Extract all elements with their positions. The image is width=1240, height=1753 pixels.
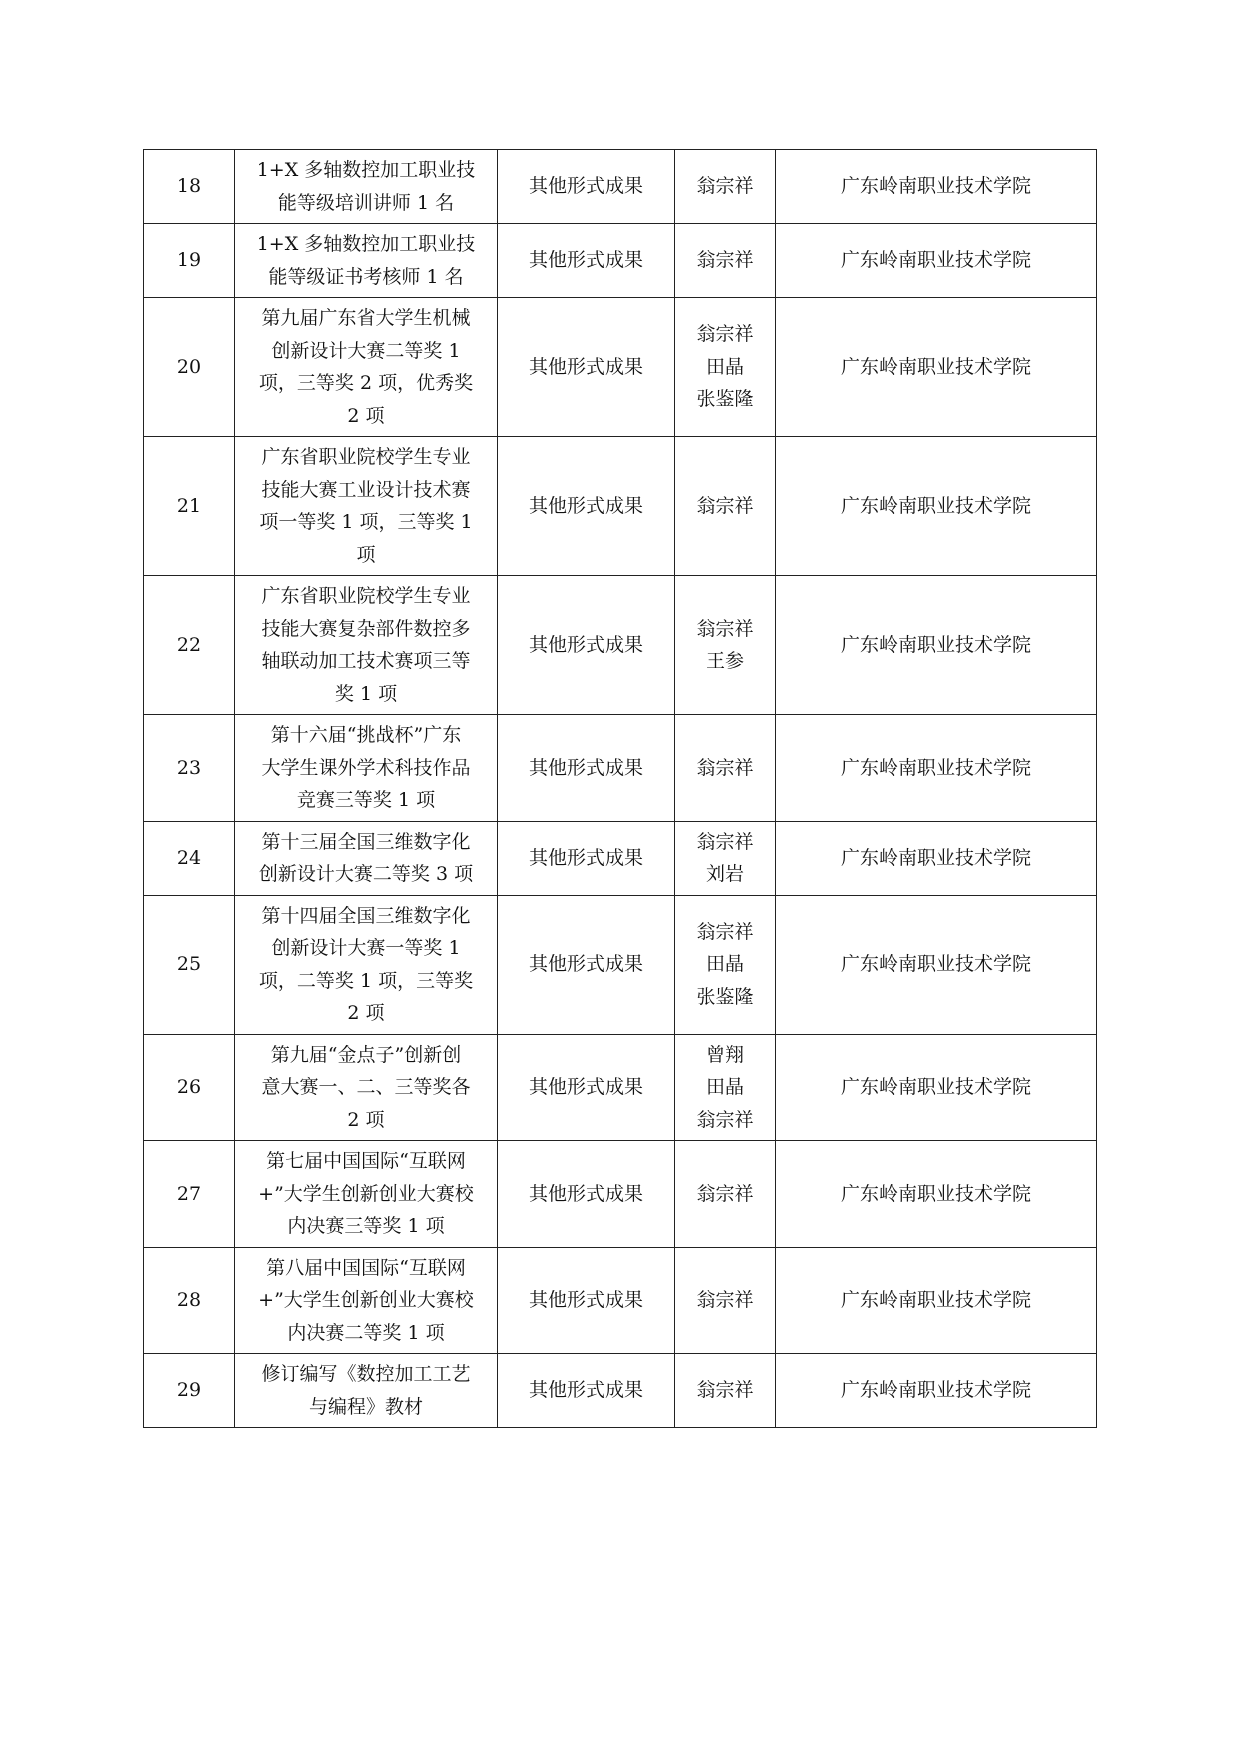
- table-row: [144, 437, 1097, 576]
- achievement-type-cell: 其他形式成果: [498, 576, 675, 715]
- achievement-title-line: 内决赛三等奖 1 项: [287, 1215, 445, 1237]
- people-cell: [675, 576, 776, 715]
- achievement-type-cell: 其他形式成果: [498, 1141, 675, 1248]
- person-name: 翁宗祥: [696, 1108, 754, 1131]
- table-row: [144, 895, 1097, 1034]
- people-cell: [675, 715, 776, 822]
- row-number-cell: 23: [144, 715, 235, 822]
- achievement-title-cell: [235, 437, 498, 576]
- achievement-type-cell: 其他形式成果: [498, 1034, 675, 1141]
- achievement-title-cell: [235, 715, 498, 822]
- organization-cell: 广东岭南职业技术学院: [776, 576, 1097, 715]
- table-row: [144, 576, 1097, 715]
- achievement-title-line: 意大赛一、二、三等奖各: [261, 1076, 471, 1098]
- achievement-title-line: 第九届“金点子”创新创: [270, 1043, 462, 1066]
- achievement-type-cell: 其他形式成果: [498, 150, 675, 224]
- person-name: 翁宗祥: [696, 175, 754, 198]
- person-name: 翁宗祥: [696, 1289, 754, 1311]
- row-number-cell: 19: [144, 224, 235, 298]
- person-name: 翁宗祥: [696, 1182, 754, 1205]
- achievement-title-line: 第十六届“挑战杯”广东: [270, 724, 462, 746]
- people-cell: [675, 437, 776, 576]
- table-row: [144, 224, 1097, 298]
- achievements-table: [143, 149, 1097, 1428]
- row-number-cell: 18: [144, 150, 235, 224]
- achievement-title-line: 第八届中国国际“互联网: [266, 1256, 466, 1279]
- achievement-title-line: 第九届广东省大学生机械: [261, 307, 471, 329]
- person-name: 刘岩: [705, 863, 744, 885]
- achievement-title-line: 奖 1 项: [334, 682, 398, 705]
- person-name: 翁宗祥: [696, 1379, 754, 1402]
- achievement-title-line: 广东省职业院校学生专业: [261, 446, 471, 468]
- achievement-type-cell: 其他形式成果: [498, 298, 675, 437]
- person-name: 翁宗祥: [696, 756, 754, 779]
- people-cell: [675, 1247, 776, 1354]
- row-number-cell: 25: [144, 895, 235, 1034]
- organization-cell: 广东岭南职业技术学院: [776, 1034, 1097, 1141]
- row-number-cell: 24: [144, 821, 235, 895]
- table-row: [144, 715, 1097, 822]
- person-name: 翁宗祥: [696, 617, 754, 640]
- achievement-title-line: 2 项: [347, 1002, 385, 1024]
- achievement-title-line: 创新设计大赛一等奖 1: [271, 937, 461, 959]
- table-row: [144, 1034, 1097, 1141]
- achievement-title-line: 能等级培训讲师 1 名: [277, 191, 455, 214]
- achievement-type-cell: 其他形式成果: [498, 1247, 675, 1354]
- organization-cell: 广东岭南职业技术学院: [776, 1247, 1097, 1354]
- people-cell: [675, 150, 776, 224]
- table-row: [144, 821, 1097, 895]
- person-name: 翁宗祥: [696, 830, 754, 853]
- achievement-title-line: 轴联动加工技术赛项三等: [261, 650, 471, 672]
- people-cell: [675, 1141, 776, 1248]
- achievement-type-cell: 其他形式成果: [498, 895, 675, 1034]
- achievement-type-cell: 其他形式成果: [498, 437, 675, 576]
- organization-cell: 广东岭南职业技术学院: [776, 437, 1097, 576]
- achievement-title-cell: [235, 1354, 498, 1428]
- person-name: 翁宗祥: [696, 920, 754, 943]
- table-row: [144, 1354, 1097, 1428]
- achievement-title-cell: [235, 895, 498, 1034]
- achievement-title-cell: [235, 576, 498, 715]
- organization-cell: 广东岭南职业技术学院: [776, 821, 1097, 895]
- achievement-type-cell: 其他形式成果: [498, 715, 675, 822]
- person-name: 翁宗祥: [696, 494, 754, 517]
- person-name: 翁宗祥: [696, 249, 754, 272]
- achievement-title-line: 内决赛二等奖 1 项: [287, 1321, 445, 1344]
- achievement-title-line: 第十四届全国三维数字化: [261, 904, 471, 927]
- table-row: [144, 1247, 1097, 1354]
- achievement-title-cell: [235, 1034, 498, 1141]
- row-number-cell: 29: [144, 1354, 235, 1428]
- people-cell: [675, 1034, 776, 1141]
- achievement-type-cell: 其他形式成果: [498, 821, 675, 895]
- achievement-title-line: 1+X 多轴数控加工职业技: [256, 159, 476, 181]
- achievement-title-line: 与编程》教材: [308, 1395, 423, 1418]
- achievement-type-cell: 其他形式成果: [498, 224, 675, 298]
- person-name: 张鉴隆: [696, 388, 754, 411]
- row-number-cell: 21: [144, 437, 235, 576]
- achievement-title-line: 项一等奖 1 项，三等奖 1: [259, 511, 473, 533]
- achievement-title-line: 修订编写《数控加工工艺: [261, 1363, 471, 1385]
- achievement-title-cell: [235, 224, 498, 298]
- achievement-title-line: 第十三届全国三维数字化: [261, 830, 471, 853]
- people-cell: [675, 821, 776, 895]
- person-name: 王参: [705, 650, 744, 672]
- achievement-title-line: 创新设计大赛二等奖 1: [271, 339, 461, 362]
- achievement-title-cell: [235, 298, 498, 437]
- achievement-title-line: +”大学生创新创业大赛校: [258, 1182, 474, 1205]
- person-name: 田晶: [705, 355, 744, 378]
- achievement-title-line: 竞赛三等奖 1 项: [296, 789, 436, 811]
- organization-cell: 广东岭南职业技术学院: [776, 298, 1097, 437]
- achievement-title-line: 项: [356, 543, 376, 566]
- achievement-title-cell: [235, 150, 498, 224]
- row-number-cell: 28: [144, 1247, 235, 1354]
- table-body: [144, 150, 1097, 1428]
- achievement-title-cell: [235, 1141, 498, 1248]
- organization-cell: 广东岭南职业技术学院: [776, 224, 1097, 298]
- organization-cell: 广东岭南职业技术学院: [776, 895, 1097, 1034]
- achievement-title-line: 技能大赛复杂部件数控多: [261, 617, 471, 640]
- achievement-title-line: 项，二等奖 1 项，三等奖: [258, 969, 474, 992]
- achievement-title-line: 广东省职业院校学生专业: [261, 585, 471, 607]
- row-number-cell: 20: [144, 298, 235, 437]
- achievement-type-cell: 其他形式成果: [498, 1354, 675, 1428]
- person-name: 张鉴隆: [696, 985, 754, 1008]
- person-name: 田晶: [705, 1076, 744, 1098]
- achievement-title-line: 第七届中国国际“互联网: [266, 1150, 466, 1172]
- person-name: 曾翔: [705, 1043, 744, 1066]
- achievement-title-line: 1+X 多轴数控加工职业技: [256, 233, 476, 255]
- table-row: [144, 150, 1097, 224]
- achievement-title-line: +”大学生创新创业大赛校: [258, 1289, 474, 1311]
- person-name: 田晶: [705, 953, 744, 976]
- organization-cell: 广东岭南职业技术学院: [776, 150, 1097, 224]
- row-number-cell: 22: [144, 576, 235, 715]
- person-name: 翁宗祥: [696, 323, 754, 346]
- achievement-title-line: 项，三等奖 2 项，优秀奖: [258, 372, 474, 394]
- organization-cell: 广东岭南职业技术学院: [776, 715, 1097, 822]
- achievement-title-line: 创新设计大赛二等奖 3 项: [258, 863, 474, 885]
- people-cell: [675, 298, 776, 437]
- row-number-cell: 26: [144, 1034, 235, 1141]
- people-cell: [675, 224, 776, 298]
- people-cell: [675, 895, 776, 1034]
- organization-cell: 广东岭南职业技术学院: [776, 1141, 1097, 1248]
- achievement-title-cell: [235, 1247, 498, 1354]
- achievement-title-line: 技能大赛工业设计技术赛: [261, 478, 471, 501]
- table-row: [144, 298, 1097, 437]
- organization-cell: 广东岭南职业技术学院: [776, 1354, 1097, 1428]
- table-row: [144, 1141, 1097, 1248]
- achievement-title-line: 能等级证书考核师 1 名: [268, 265, 464, 288]
- achievement-title-cell: [235, 821, 498, 895]
- achievement-title-line: 2 项: [347, 1108, 385, 1131]
- people-cell: [675, 1354, 776, 1428]
- achievement-title-line: 2 项: [347, 404, 385, 427]
- row-number-cell: 27: [144, 1141, 235, 1248]
- achievement-title-line: 大学生课外学术科技作品: [261, 756, 471, 779]
